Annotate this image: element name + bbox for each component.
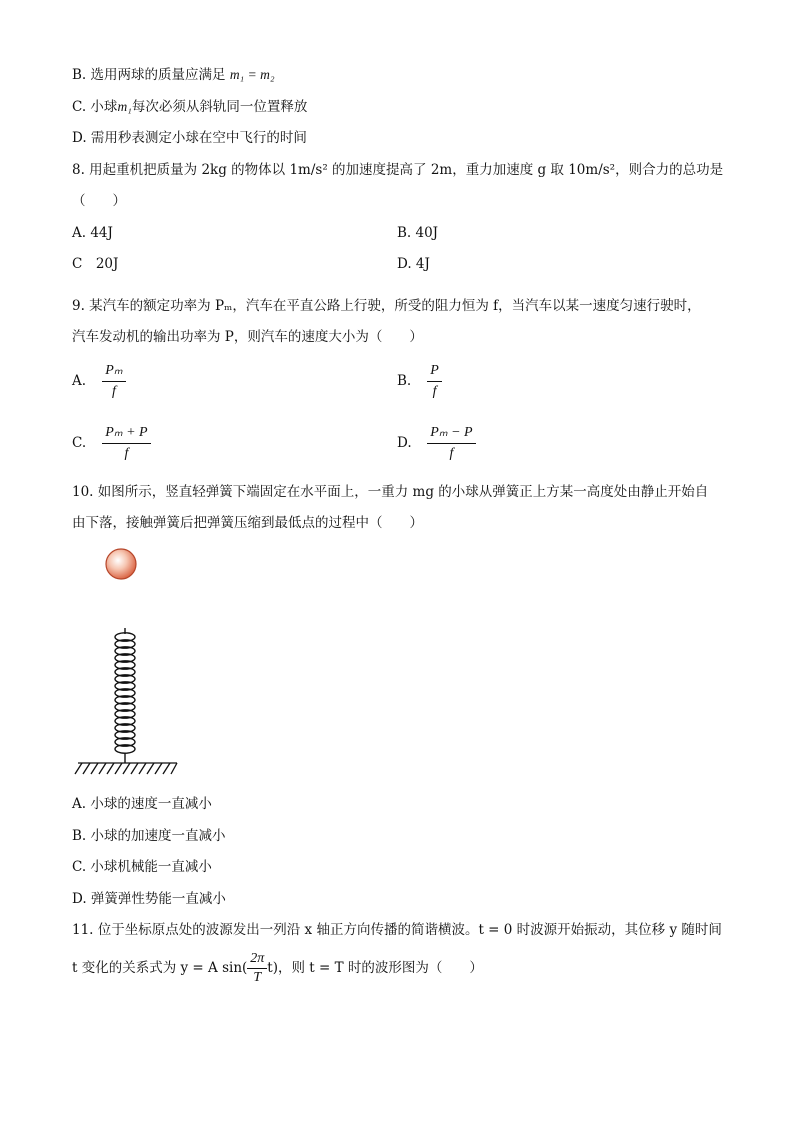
q10-stem-line2: 由下落，接触弹簧后把弹簧压缩到最低点的过程中（ ） bbox=[72, 515, 423, 531]
q9-option-a-fraction bbox=[102, 362, 125, 401]
q10-option-c: C. 小球机械能一直减小 bbox=[72, 859, 212, 875]
fraction-numerator: 2π bbox=[247, 951, 267, 969]
fraction-numerator: P bbox=[427, 362, 442, 382]
fraction-numerator: Pₘ − P bbox=[427, 424, 475, 444]
q7-option-c bbox=[72, 98, 307, 116]
q7-option-c-var: m₁ bbox=[117, 99, 132, 114]
fraction-numerator: Pₘ + P bbox=[102, 424, 150, 444]
q7-option-b-formula: m₁ = m₂ bbox=[229, 67, 275, 82]
q9-option-d bbox=[397, 424, 476, 463]
q8-option-c: C 20J bbox=[72, 256, 119, 272]
q8-option-a: A. 44J bbox=[72, 225, 113, 241]
q10-option-d: D. 弹簧弹性势能一直减小 bbox=[72, 891, 226, 907]
q10-stem-line1: 10. 如图所示，竖直轻弹簧下端固定在水平面上，一重力 mg 的小球从弹簧正上方某一高度处由静止开始自 bbox=[72, 484, 709, 500]
q9-stem-line1: 9. 某汽车的额定功率为 Pₘ，汽车在平直公路上行驶，所受的阻力恒为 f，当汽车以某一速度匀速行驶时， bbox=[72, 298, 701, 314]
fraction-denominator: f bbox=[432, 384, 437, 399]
q9-option-a-label: A. bbox=[72, 373, 87, 389]
q9-option-d-fraction bbox=[427, 424, 475, 463]
q7-option-c-prefix: C. 小球 bbox=[72, 99, 118, 115]
q9-option-c-fraction bbox=[102, 424, 150, 463]
fraction-numerator: Pₘ bbox=[102, 362, 125, 382]
spring-icon bbox=[115, 628, 135, 763]
q7-option-b bbox=[72, 66, 275, 84]
q9-option-c bbox=[72, 424, 151, 463]
q8-stem-line1: 8. 用起重机把质量为 2kg 的物体以 1m/s² 的加速度提高了 2m，重力加速度 g 取 10m/s²，则合力的总功是 bbox=[72, 162, 724, 178]
fraction-denominator: f bbox=[111, 384, 116, 399]
q7-option-c-suffix: 每次必须从斜轨同一位置释放 bbox=[131, 99, 308, 115]
fraction-denominator: T bbox=[253, 970, 262, 985]
q7-option-b-text: B. 选用两球的质量应满足 bbox=[72, 67, 226, 83]
q11-stem-suffix: t)，则 t = T 时的波形图为（ ） bbox=[267, 960, 483, 976]
q10-option-b: B. 小球的加速度一直减小 bbox=[72, 828, 226, 844]
q11-fraction bbox=[247, 951, 267, 986]
q8-stem-line2: （ ） bbox=[72, 193, 126, 209]
ground-icon bbox=[75, 763, 177, 774]
q9-option-b-label: B. bbox=[397, 373, 412, 389]
q8-option-b: B. 40J bbox=[397, 225, 439, 241]
q9-option-a bbox=[72, 362, 126, 401]
q11-stem-prefix: t 变化的关系式为 y = A sin( bbox=[72, 960, 248, 976]
spring-ball-figure bbox=[72, 540, 192, 784]
q8-option-d: D. 4J bbox=[397, 256, 430, 272]
fraction-denominator: f bbox=[124, 446, 129, 461]
q7-option-d: D. 需用秒表测定小球在空中飞行的时间 bbox=[72, 130, 307, 146]
ball-icon bbox=[106, 549, 136, 579]
q9-option-d-label: D. bbox=[397, 435, 412, 451]
q10-option-a: A. 小球的速度一直减小 bbox=[72, 796, 212, 812]
q9-option-b-fraction bbox=[427, 362, 442, 401]
fraction-denominator: f bbox=[449, 446, 454, 461]
q11-stem-line1: 11. 位于坐标原点处的波源发出一列沿 x 轴正方向传播的简谐横波。t = 0 时波源开始振动，其位移 y 随时间 bbox=[72, 922, 722, 938]
q11-stem-line2 bbox=[72, 948, 483, 988]
q9-option-c-label: C. bbox=[72, 435, 87, 451]
q9-option-b bbox=[397, 362, 442, 401]
q9-stem-line2: 汽车发动机的输出功率为 P，则汽车的速度大小为（ ） bbox=[72, 329, 423, 345]
